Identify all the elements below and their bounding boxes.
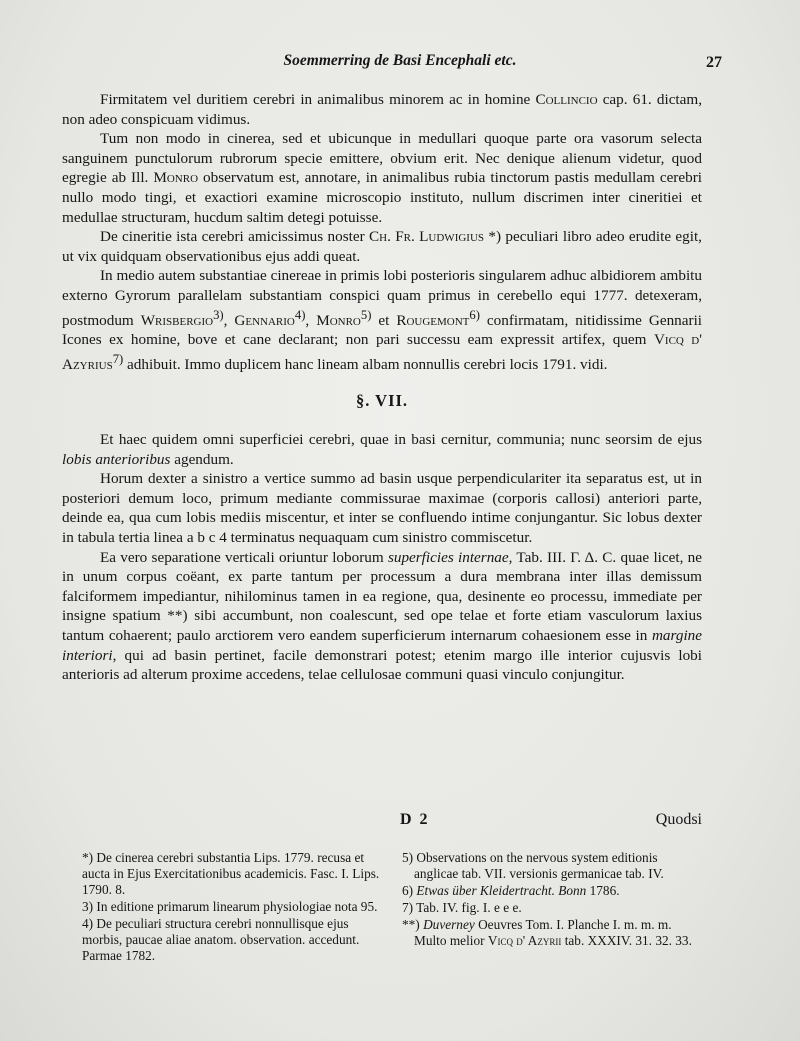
author-name: Monro <box>153 169 199 187</box>
footnote: 6) Etwas über Kleidertracht. Bonn 1786. <box>402 883 620 898</box>
page-number: 27 <box>706 54 722 71</box>
italic-term: superficies internae <box>387 548 509 566</box>
paragraph-3: De cineritie ista cerebri amicissimus noster Ch. Fr. Ludwigius *) peculiari libro adeo erudite egit, ut vix quidquam observationibus ejus addi queat. <box>62 228 702 265</box>
footnote-ref: 3) <box>213 307 224 322</box>
catchword: Quodsi <box>655 811 702 828</box>
paragraph-4: In medio autem substantiae cinereae in primis lobi posterioris singularem adhuc albidiorem ambitu externo Gyrorum parallelam substantiam conspici quam primus in cerebello equi 1777. detexeram, postmodum Wrisbergio$^{3)}$, Gennario$^{4)}$, Monro$^{5)}$ et Rougemont$^{6)}$ confirmatam, nitidissime Gennarii Icones ex homine, bove et cane declarant; non pari successu eam expressit artifex, quem Vicq d' Azyrius$^{7)}$ adhibuit. Immo duplicem hanc lineam albam nonnullis cerebri locis 1791. vidi. <box>62 267 703 373</box>
book-title: Etwas über Kleidertracht. Bonn <box>416 883 587 898</box>
paragraph-5: Et haec quidem omni superficiei cerebri, quae in basi cernitur, communia; nunc seorsim de ejus lobis anterioribus agendum. <box>62 431 702 468</box>
body-text <box>62 90 702 685</box>
footnotes-right-column <box>402 850 700 965</box>
italic-term: margine interiori <box>62 626 702 664</box>
author-name: Collincio <box>535 91 598 108</box>
author-name: Duverney <box>423 917 475 932</box>
footnote: **) Duverney Oeuvres Tom. I. Planche I. m. m. m. Multo melior Vicq d' Azyrii tab. XXXIV. 31. 32. 33. <box>402 917 692 948</box>
paragraph-2: Tum non modo in cinerea, sed et ubicunque in medullari quoque parte ora vasorum selecta sanguinem punctulorum rubrorum specie emittere, obvium erit. Nec denique alienum videtur, quod egregie ab Ill. Monro observatum est, annotare, in animalibus rubia tinctorum pastis medullam cerebri nullo modo tingi, et exactiori examine microscopio instituto, nullum discrimen inter cineritiei et medullae structuram, hucdum saltim detegi potuisse. <box>62 130 702 226</box>
author-name: Vicq d' Azyrius <box>62 331 702 373</box>
running-head <box>60 52 740 76</box>
footnote-ref: 5) <box>360 307 372 322</box>
author-name: Ch. Fr. Ludwigius <box>369 228 485 246</box>
author-name: Wrisbergio <box>140 311 214 329</box>
italic-term: lobis anterioribus <box>62 450 171 468</box>
paragraph-6: Horum dexter a sinistro a vertice summo ad basin usque perpendiculariter ita separatus est, ut in posteriori demum loco, primum mediante commissurae maximae (corporis callosi) anteriori parte, deinde ea, qua cum lobis mediis miscentur, et inter se confluendo intime conjungantur. Sic lobus dexter in tabula tertia linea a b c 4 terminatus nequaquam cum sinistro commiscetur. <box>62 470 702 546</box>
author-name: Gennario <box>234 311 295 329</box>
author-name: Vicq d' Azyrii <box>487 933 562 948</box>
section-heading: §. VII. <box>355 391 409 411</box>
footnotes <box>82 850 700 965</box>
footnote-ref: 6) <box>469 307 480 322</box>
footnote: 5) Observations on the nervous system editionis anglicae tab. VII. versionis germanicae tab. IV. <box>402 850 664 881</box>
paragraph-7: Ea vero separatione verticali oriuntur loborum superficies internae, Tab. III. Γ. Δ. C. quae licet, ne in unum corpus coëant, ex parte tantum per processum a dura membrana inter illas demissum falciformem impediantur, nihilominus tamen in ea regione, qua, desinente eo processu, immediate per insigne spatium **) sibi accumbunt, non coalescunt, sed ope telae et forte etiam vasculorum laxius tantum cohaerent; paulo arctiorem vero eandem superficierum internarum cohaesionem esse in margine interiori, qui ad basin pertinet, facile demonstrari potest; etenim margo ille interior cujusvis lobi anterioris ad alterum proxime accedens, telae cellulosae communi quasi vinculo conjungitur. <box>62 548 702 684</box>
footnote-ref: 7) <box>112 351 124 366</box>
running-title: Soemmerring de Basi Encephali etc. <box>283 52 517 69</box>
author-name: Monro <box>316 311 361 329</box>
footnote-ref: 4) <box>294 307 306 322</box>
paragraph-1: Firmitatem vel duritiem cerebri in animalibus minorem ac in homine Collincio cap. 61. dictam, non adeo conspicuam vidimus. <box>62 91 703 128</box>
footnote: *) De cinerea cerebri substantia Lips. 1779. recusa et aucta in Ejus Exercitationibus academicis. Fasc. I. Lips. 1790. 8. <box>82 850 380 897</box>
footnote: 4) De peculiari structura cerebri nonnullisque ejus morbis, paucae aliae anatom. observation. accedunt. Parmae 1782. <box>82 916 360 963</box>
footnotes-left-column <box>82 850 380 965</box>
author-name: Rougemont <box>396 311 470 329</box>
footnote: 7) Tab. IV. fig. I. e e e. <box>402 900 522 915</box>
footnote: 3) In editione primarum linearum physiologiae nota 95. <box>82 899 378 914</box>
signature-mark: D 2 <box>400 811 430 828</box>
signature-row <box>62 811 702 835</box>
